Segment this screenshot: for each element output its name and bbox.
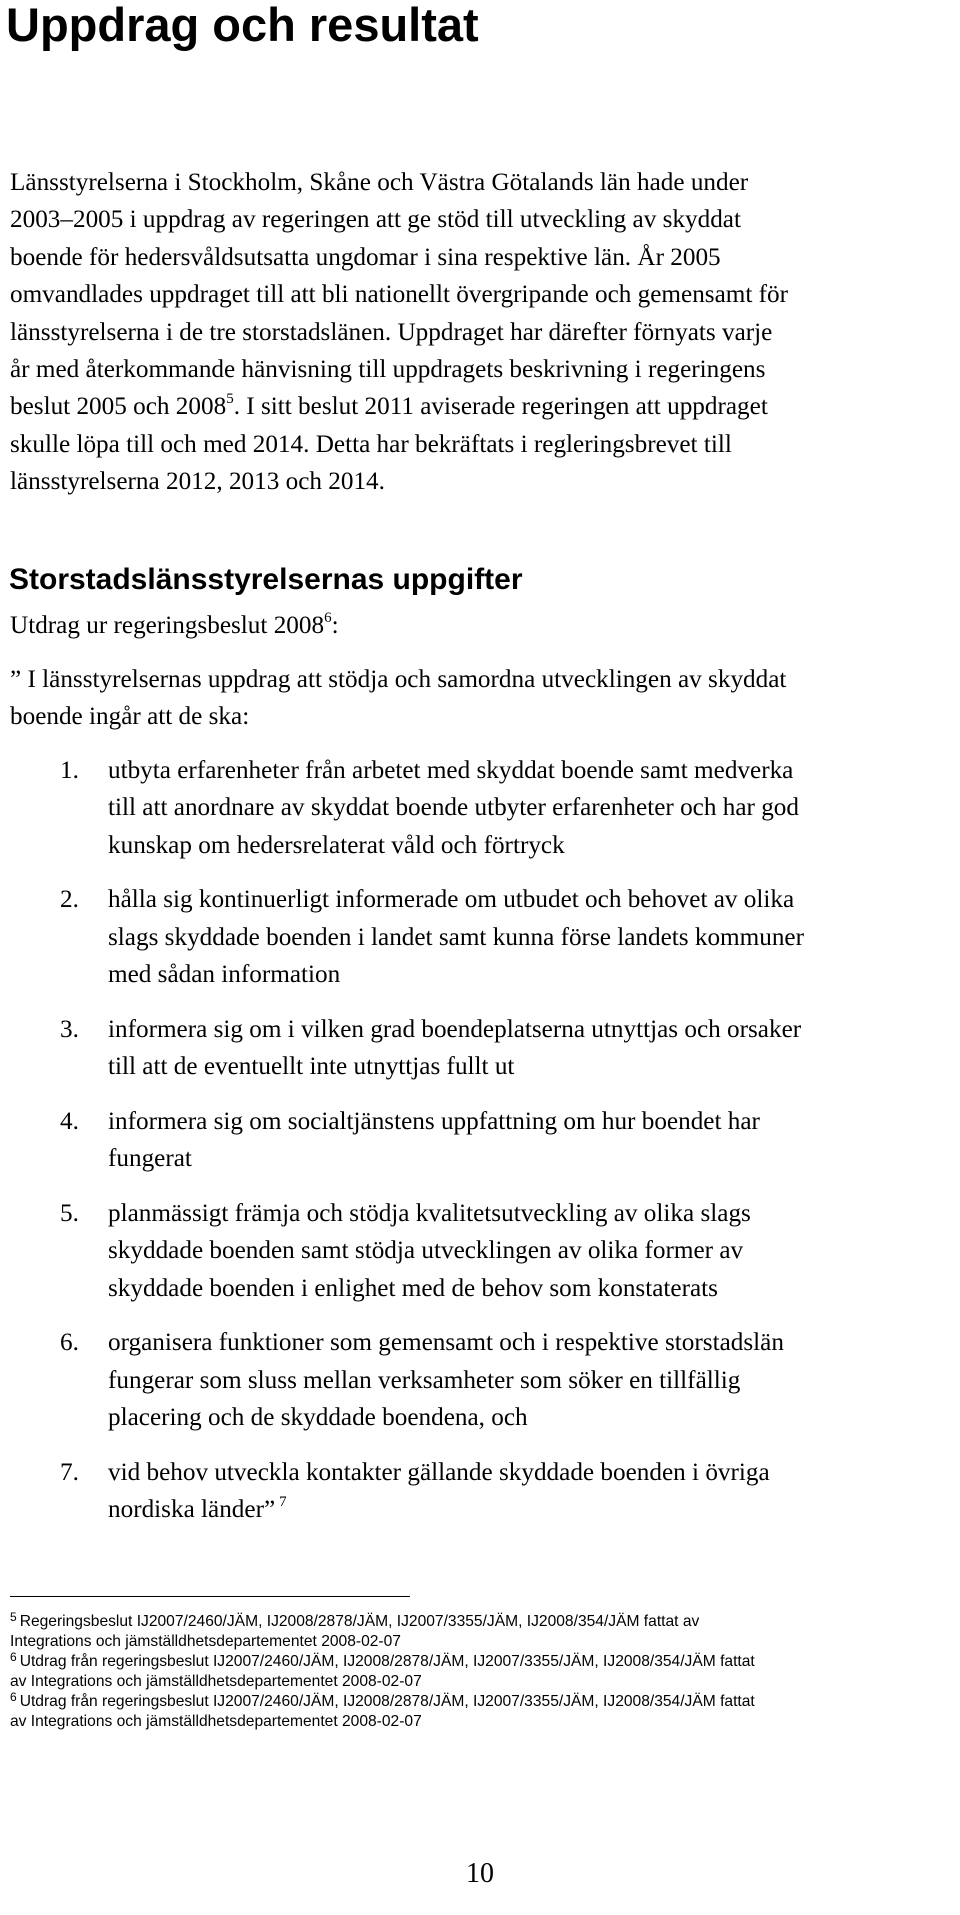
footnote-line [10, 1632, 755, 1652]
quote-line: boende ingår att de ska: [10, 703, 250, 731]
footnote-text: Utdrag från regeringsbeslut IJ2007/2460/JÄM, IJ2008/2878/JÄM, IJ2007/3355/JÄM, IJ2008/354/JÄM fattat [19, 1693, 755, 1710]
footnote-text: Regeringsbeslut IJ2007/2460/JÄM, IJ2008/2878/JÄM, IJ2007/3355/JÄM, IJ2008/354/JÄM fattat av [19, 1613, 700, 1630]
list-item-line-text: med sådan information [108, 961, 341, 989]
intro-line [10, 388, 945, 425]
footnote-divider [10, 1596, 410, 1597]
list-item-line-text: utbyta erfarenheter från arbetet med skyddat boende samt medverka [108, 757, 794, 784]
section-heading: Storstadslänsstyrelsernas uppgifter [9, 563, 523, 596]
list-item-line-text: vid behov utveckla kontakter gällande skyddade boenden i övriga [108, 1458, 770, 1486]
footnote-number: 6 [10, 1650, 17, 1664]
list-item-line-text: informera sig om socialtjänstens uppfattning om hur boendet har [108, 1107, 760, 1135]
list-item-line [108, 789, 799, 826]
intro-line: Länsstyrelserna i Stockholm, Skåne och Västra Götalands län hade under [10, 169, 749, 196]
list-item-number: 5. [60, 1199, 79, 1227]
intro-line: skulle löpa till och med 2014. Detta har bekräftats i regleringsbrevet till [10, 430, 732, 458]
list-item-line [108, 881, 804, 918]
list-item-line [108, 956, 804, 993]
footnote-line [10, 1612, 755, 1632]
list-item-line [108, 1140, 760, 1177]
list-item-number: 2. [60, 886, 79, 914]
list-item-line [108, 1399, 784, 1436]
intro-line: länsstyrelserna i de tre storstadslänen. Uppdraget har därefter förnyats varje [10, 318, 773, 346]
list-item-line [108, 1324, 784, 1361]
list-item-line-text: skyddade boenden i enlighet med de behov som konstaterats [108, 1274, 718, 1302]
list-item-line-text: organisera funktioner som gemensamt och i respektive storstadslän [108, 1329, 784, 1357]
footnote-ref: 7 [279, 1493, 287, 1510]
list-item-text [108, 1324, 784, 1436]
list-item-number: 4. [60, 1107, 79, 1135]
footnote-ref: 6 [324, 609, 332, 626]
footnotes [10, 1612, 755, 1732]
intro-line: länsstyrelserna 2012, 2013 och 2014. [10, 468, 385, 496]
list-item-line-text: till att anordnare av skyddat boende utbyter erfarenheter och har god [108, 794, 799, 822]
list-item-line [108, 1454, 770, 1491]
list-item-line-text: kunskap om hedersrelaterat våld och förtryck [108, 831, 565, 859]
footnote-ref: 5 [226, 391, 234, 408]
excerpt-intro-text: Utdrag ur regeringsbeslut 2008 [10, 612, 325, 639]
list-item-line [108, 1362, 784, 1399]
footnote-text: Integrations och jämställdhetsdepartementet 2008-02-07 [10, 1633, 401, 1650]
list-item-text [108, 1103, 760, 1178]
footnote-line [10, 1712, 755, 1732]
list-item-line-text: nordiska länder” [108, 1496, 276, 1523]
list-item-text [108, 1454, 770, 1529]
list-item-line [108, 1195, 751, 1232]
list-item-line-text: placering och de skyddade boendena, och [108, 1404, 528, 1431]
page-title: Uppdrag och resultat [6, 0, 479, 51]
list-item-line [108, 1232, 751, 1269]
intro-line: omvandlades uppdraget till att bli nationellt övergripande och gemensamt för [10, 281, 789, 309]
footnote-text: av Integrations och jämställdhetsdepartementet 2008-02-07 [10, 1673, 422, 1690]
list-item-line [108, 919, 804, 956]
list-item-text [108, 881, 804, 993]
list-item-line [108, 752, 799, 789]
list-item-number: 3. [60, 1015, 79, 1043]
list-item-text [108, 1195, 751, 1307]
intro-line-text: . I sitt beslut 2011 aviserade regeringen att uppdraget [233, 393, 768, 421]
list-item-line [108, 1491, 770, 1528]
list-item-number: 6. [60, 1329, 79, 1357]
intro-line: år med återkommande hänvisning till uppdragets beskrivning i regeringens [10, 356, 766, 384]
list-item-line [108, 1270, 751, 1307]
footnote-line [10, 1672, 755, 1692]
footnote-text: av Integrations och jämställdhetsdepartementet 2008-02-07 [10, 1713, 422, 1730]
intro-paragraph [10, 164, 945, 501]
list-item-line-text: hålla sig kontinuerligt informerade om utbudet och behovet av olika [108, 886, 795, 914]
page-number: 10 [466, 1858, 494, 1889]
footnote-line [10, 1652, 755, 1672]
excerpt-intro [10, 607, 339, 644]
list-item-number: 1. [60, 757, 79, 784]
footnote-number: 6 [10, 1690, 17, 1704]
list-item-line [108, 827, 799, 864]
list-item-line-text: skyddade boenden samt stödja utvecklingen av olika former av [108, 1237, 744, 1265]
footnote-number: 5 [10, 1610, 17, 1624]
footnote-text: Utdrag från regeringsbeslut IJ2007/2460/JÄM, IJ2008/2878/JÄM, IJ2007/3355/JÄM, IJ2008/354/JÄM fattat [19, 1653, 755, 1670]
list-item-line-text: slags skyddade boenden i landet samt kunna förse landets kommuner [108, 923, 804, 951]
list-item-number: 7. [60, 1458, 79, 1486]
list-item-line-text: fungerar som sluss mellan verksamheter som söker en tillfällig [108, 1366, 741, 1394]
list-item-line [108, 1011, 801, 1048]
quote-line: ” I länsstyrelsernas uppdrag att stödja och samordna utvecklingen av skyddat [10, 666, 787, 693]
excerpt-intro-colon: : [331, 612, 339, 639]
intro-line: boende för hedersvåldsutsatta ungdomar i sina respektive län. År 2005 [10, 243, 721, 271]
quote-intro [10, 661, 786, 736]
footnote-line [10, 1692, 755, 1712]
list-item-line-text: fungerat [108, 1145, 192, 1173]
list-item-line-text: planmässigt främja och stödja kvalitetsutveckling av olika slags [108, 1199, 751, 1227]
list-item-line [108, 1103, 760, 1140]
list-item-line [108, 1048, 801, 1085]
list-item-line-text: informera sig om i vilken grad boendeplatserna utnyttjas och orsaker [108, 1015, 802, 1043]
list-item-text [108, 752, 799, 864]
intro-line-text: beslut 2005 och 2008 [10, 393, 227, 421]
list-item-text [108, 1011, 801, 1086]
list-item-line-text: till att de eventuellt inte utnyttjas fullt ut [108, 1053, 515, 1081]
intro-line: 2003–2005 i uppdrag av regeringen att ge stöd till utveckling av skyddat [10, 206, 741, 234]
